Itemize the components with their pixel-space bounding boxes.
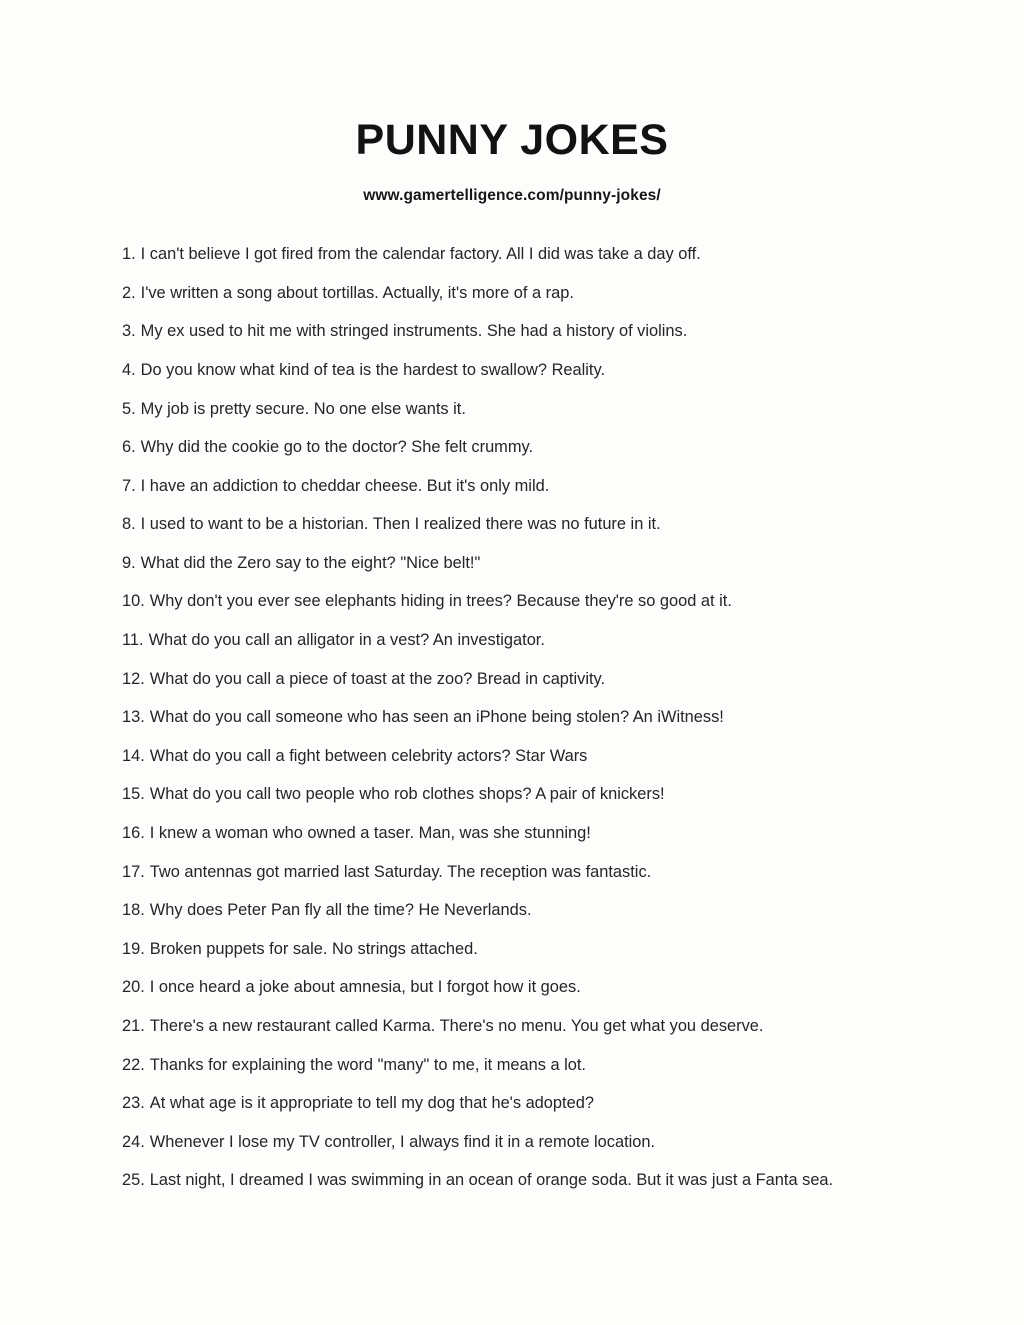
- joke-number: 3.: [122, 322, 136, 341]
- joke-text: Why don't you ever see elephants hiding in trees? Because they're so good at it.: [149, 592, 732, 611]
- joke-number: 15.: [122, 785, 145, 804]
- joke-text: I knew a woman who owned a taser. Man, was she stunning!: [149, 824, 591, 843]
- joke-text: I once heard a joke about amnesia, but I forgot how it goes.: [149, 978, 581, 997]
- joke-number: 10.: [122, 592, 145, 611]
- joke-text: Broken puppets for sale. No strings attached.: [149, 939, 478, 958]
- joke-number: 4.: [122, 360, 136, 379]
- list-item: [122, 978, 964, 1017]
- list-item: [122, 515, 964, 554]
- joke-number: 1.: [122, 245, 136, 264]
- joke-number: 14.: [122, 746, 145, 765]
- joke-number: 6.: [122, 438, 136, 457]
- joke-number: 7.: [122, 476, 136, 495]
- list-item: [122, 477, 964, 516]
- joke-number: 25.: [122, 1171, 145, 1190]
- joke-text: Do you know what kind of tea is the hardest to swallow? Reality.: [140, 360, 606, 379]
- joke-text: Whenever I lose my TV controller, I always find it in a remote location.: [149, 1132, 656, 1151]
- joke-text: Why does Peter Pan fly all the time? He Neverlands.: [149, 901, 532, 920]
- joke-number: 13.: [122, 708, 145, 727]
- joke-text: At what age is it appropriate to tell my dog that he's adopted?: [149, 1094, 594, 1113]
- list-item: [122, 361, 964, 400]
- list-item: [122, 631, 964, 670]
- list-item: [122, 592, 964, 631]
- joke-text: Why did the cookie go to the doctor? She felt crummy.: [140, 438, 534, 457]
- joke-text: My job is pretty secure. No one else wants it.: [140, 399, 466, 418]
- list-item: [122, 284, 964, 323]
- joke-number: 23.: [122, 1094, 145, 1113]
- joke-text: There's a new restaurant called Karma. There's no menu. You get what you deserve.: [149, 1017, 764, 1036]
- joke-number: 5.: [122, 399, 136, 418]
- joke-number: 20.: [122, 978, 145, 997]
- joke-text: I used to want to be a historian. Then I realized there was no future in it.: [140, 515, 661, 534]
- list-item: [122, 824, 964, 863]
- joke-text: What do you call a fight between celebrity actors? Star Wars: [149, 746, 588, 765]
- joke-number: 17.: [122, 862, 145, 881]
- joke-number: 19.: [122, 939, 145, 958]
- list-item: [122, 245, 964, 284]
- list-item: [122, 400, 964, 439]
- joke-text: I can't believe I got fired from the calendar factory. All I did was take a day off.: [140, 245, 701, 264]
- list-item: [122, 1094, 964, 1133]
- list-item: [122, 554, 964, 593]
- joke-text: What do you call two people who rob clothes shops? A pair of knickers!: [149, 785, 665, 804]
- joke-number: 18.: [122, 901, 145, 920]
- joke-text: I've written a song about tortillas. Actually, it's more of a rap.: [140, 283, 574, 302]
- list-item: [122, 1056, 964, 1095]
- joke-text: What do you call someone who has seen an iPhone being stolen? An iWitness!: [149, 708, 724, 727]
- joke-number: 12.: [122, 669, 145, 688]
- joke-number: 16.: [122, 824, 145, 843]
- joke-number: 2.: [122, 283, 136, 302]
- joke-number: 22.: [122, 1055, 145, 1074]
- joke-text: Two antennas got married last Saturday. The reception was fantastic.: [149, 862, 652, 881]
- joke-number: 21.: [122, 1017, 145, 1036]
- joke-text: I have an addiction to cheddar cheese. But it's only mild.: [140, 476, 550, 495]
- joke-text: What do you call a piece of toast at the zoo? Bread in captivity.: [149, 669, 606, 688]
- document-header: [0, 0, 1024, 205]
- joke-number: 9.: [122, 553, 136, 572]
- list-item: [122, 901, 964, 940]
- list-item: [122, 940, 964, 979]
- list-item: [122, 670, 964, 709]
- joke-list: [0, 205, 1024, 1210]
- list-item: [122, 322, 964, 361]
- joke-number: 8.: [122, 515, 136, 534]
- joke-number: 24.: [122, 1132, 145, 1151]
- list-item: [122, 747, 964, 786]
- joke-number: 11.: [122, 631, 144, 650]
- joke-text: Last night, I dreamed I was swimming in an ocean of orange soda. But it was just a Fanta sea.: [149, 1171, 834, 1190]
- joke-text: What did the Zero say to the eight? "Nice belt!": [140, 553, 481, 572]
- list-item: [122, 708, 964, 747]
- list-item: [122, 1133, 964, 1172]
- list-item: [122, 1017, 964, 1056]
- list-item: [122, 438, 964, 477]
- list-item: [122, 863, 964, 902]
- joke-text: Thanks for explaining the word "many" to me, it means a lot.: [149, 1055, 586, 1074]
- joke-text: My ex used to hit me with stringed instruments. She had a history of violins.: [140, 322, 688, 341]
- page-title: PUNNY JOKES: [355, 116, 669, 164]
- joke-text: What do you call an alligator in a vest? An investigator.: [148, 631, 545, 650]
- list-item: [122, 1171, 964, 1210]
- source-url: www.gamertelligence.com/punny-jokes/: [363, 187, 661, 205]
- list-item: [122, 785, 964, 824]
